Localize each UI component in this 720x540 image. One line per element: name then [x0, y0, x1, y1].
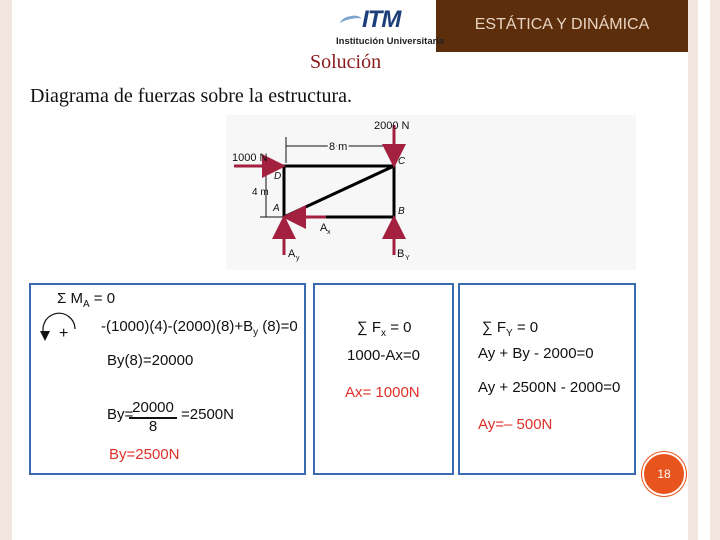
moment-sign: +	[59, 325, 69, 342]
moment-equation-3-right: =2500N	[181, 406, 234, 423]
fy-equation-1: Ay + By - 2000=0	[478, 345, 594, 362]
force-left-label: 1000 N	[232, 152, 268, 164]
fraction-numerator: 20000	[129, 400, 177, 419]
moment-equation-panel	[29, 283, 306, 475]
svg-text:x: x	[327, 229, 331, 236]
svg-text:y: y	[296, 255, 300, 262]
right-edge-stripe	[710, 0, 720, 540]
moment-heading: Σ $M_A = 0$	[57, 290, 116, 310]
left-decor-stripe	[0, 0, 12, 540]
height-label: 4 m	[252, 187, 269, 198]
svg-text:A: A	[320, 222, 328, 234]
logo-wordmark: ITM	[362, 6, 401, 33]
svg-text:Y: Y	[405, 255, 410, 262]
force-top-label: 2000 N	[374, 120, 410, 132]
svg-text:B: B	[397, 248, 405, 260]
fx-equation-panel	[313, 283, 454, 475]
fy-result: Ay=– 500N	[478, 416, 553, 433]
fy-equation-2: Ay + 2500N - 2000=0	[478, 379, 621, 396]
span-label: 8 m	[329, 141, 348, 153]
fx-equation-1: 1000-Ax=0	[347, 347, 420, 364]
logo-swoosh-icon	[339, 14, 363, 29]
slide-subtitle: Diagrama de fuerzas sobre la estructura.	[30, 85, 353, 107]
moment-result: By=2500N	[109, 446, 180, 463]
node-c-label: C	[398, 156, 406, 167]
force-diagram	[226, 115, 636, 270]
page-number-badge: 18	[642, 452, 686, 496]
fy-equation-panel	[458, 283, 636, 475]
moment-equation-3-left: By=	[107, 406, 134, 423]
course-title: ESTÁTICA Y DINÁMICA	[474, 16, 650, 33]
moment-equation-2: By(8)=20000	[107, 352, 194, 369]
moment-fraction	[129, 400, 177, 435]
node-d-label: D	[274, 171, 282, 182]
fy-heading: ∑ $F_Y = 0$	[482, 319, 539, 339]
svg-text:A: A	[288, 248, 296, 260]
right-decor-stripe	[688, 0, 698, 540]
node-b-label: B	[398, 206, 405, 217]
itm-logo	[336, 6, 445, 50]
moment-equation-1: $-(1000)(4)-(2000)(8)+B_y$ (8)=0	[101, 318, 298, 338]
fx-heading: ∑ $F_x = 0$	[357, 319, 412, 339]
fx-result: Ax= 1000N	[345, 384, 420, 401]
fraction-denominator: 8	[148, 418, 158, 435]
slide-heading: Solución	[310, 51, 382, 73]
node-a-label: A	[273, 203, 280, 214]
logo-subtitle: Institución Universitaria	[336, 36, 445, 47]
